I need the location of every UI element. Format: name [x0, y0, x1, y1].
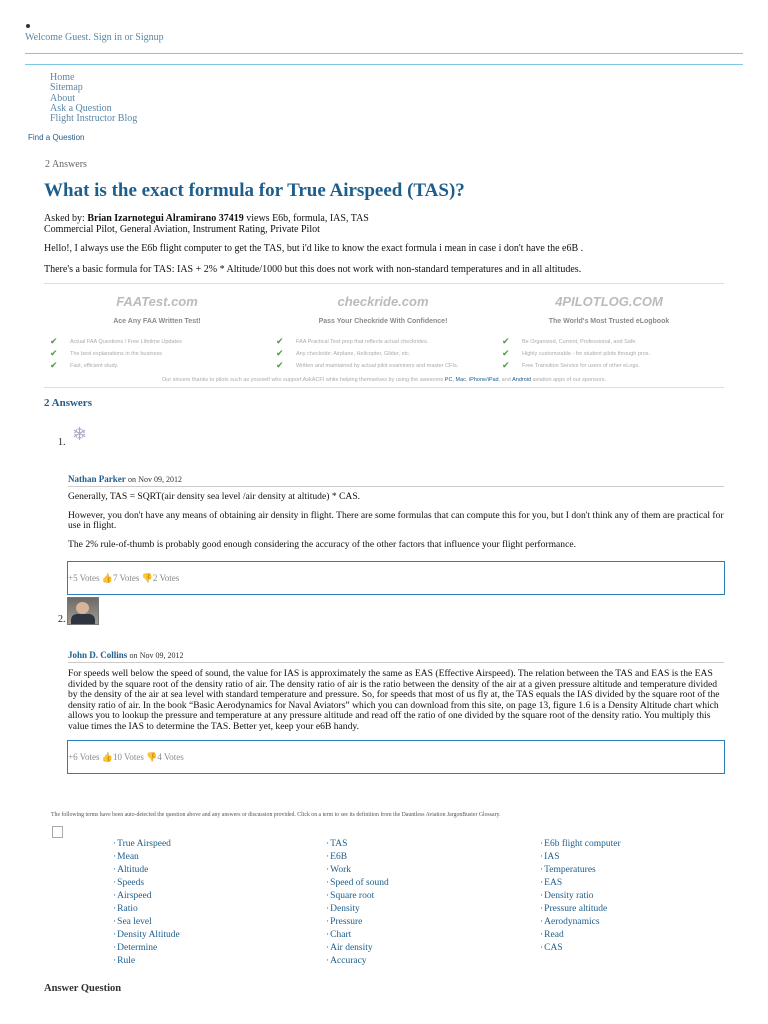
answer-author-name[interactable]: Nathan Parker [68, 474, 126, 484]
glossary-term[interactable]: · Temperatures [540, 864, 621, 877]
glossary-term[interactable]: · Altitude [113, 864, 180, 877]
nav-sitemap[interactable]: Sitemap [50, 82, 83, 94]
glossary-column-1 [113, 838, 180, 968]
answer-number: 1. [58, 437, 66, 448]
check-icon: ✔ [502, 360, 510, 370]
check-icon: ✔ [50, 348, 58, 358]
question-meta [44, 214, 369, 235]
glossary-term[interactable]: · Pressure [326, 916, 389, 929]
avatar-face [76, 602, 89, 614]
asked-by-label: Asked by: [44, 213, 85, 224]
sponsor-feature: The best explanations in the business [70, 351, 163, 357]
answer-paragraph: The 2% rule-of-thumb is probably good enough considering the accuracy of the other factors that influence your flight performance. [68, 538, 577, 550]
sponsor-note-text: Our sincere thanks to pilots such as yourself who support AskACFI while helping themselves by using the awesome [162, 377, 444, 383]
glossary-term[interactable]: · EAS [540, 877, 621, 890]
vote-down-count[interactable]: 4 Votes [157, 752, 184, 762]
glossary-term[interactable]: · Density ratio [540, 890, 621, 903]
glossary-term[interactable]: · Density [326, 903, 389, 916]
faatest-logo[interactable]: FAATest.com [116, 294, 198, 309]
answer-date-prefix: on [129, 651, 138, 660]
answers-heading: 2 Answers [44, 397, 92, 409]
answer-paragraph: Generally, TAS = SQRT(air density sea level /air density at altitude) * CAS. [68, 491, 361, 502]
answer-divider [68, 662, 724, 663]
thumb-down-icon[interactable]: 👎 [141, 573, 153, 583]
glossary-term[interactable]: · Air density [326, 942, 389, 955]
answer-body [68, 669, 724, 732]
asker-score: 37419 [218, 213, 244, 224]
sponsor-checkride[interactable] [270, 284, 496, 384]
checkride-tagline: Pass Your Checkride With Confidence! [318, 318, 448, 325]
glossary-term[interactable]: · True Airspeed [113, 838, 180, 851]
glossary-term[interactable]: · Ratio [113, 903, 180, 916]
nav-instructor-blog[interactable]: Flight Instructor Blog [50, 113, 138, 125]
sponsor-feature: Actual FAA Questions / Free Lifetime Updates [70, 339, 182, 345]
glossary-term[interactable]: · Accuracy [326, 955, 389, 968]
checkride-logo[interactable]: checkride.com [337, 294, 429, 309]
question-categories[interactable]: Commercial Pilot, General Aviation, Instrument Rating, Private Pilot [44, 223, 320, 235]
answer-date: Nov 09, 2012 [139, 651, 184, 660]
glossary-term[interactable]: · E6B [326, 851, 389, 864]
pilotlog-logo[interactable]: 4PILOTLOG.COM [555, 294, 663, 309]
vote-up-count[interactable]: 10 Votes [112, 752, 144, 762]
vote-box [67, 740, 725, 774]
check-icon: ✔ [276, 360, 284, 370]
glossary-term[interactable]: · E6b flight computer [540, 838, 621, 851]
find-question-link[interactable]: Find a Question [28, 133, 85, 142]
sponsor-feature: Free Transition Service for users of other eLogs. [522, 363, 640, 369]
snowflake-icon: ❄ [72, 424, 88, 444]
check-icon: ✔ [502, 348, 510, 358]
pilotlog-tagline: The World's Most Trusted eLogbook [548, 318, 670, 325]
nav-about[interactable]: About [50, 92, 75, 104]
check-icon: ✔ [50, 360, 58, 370]
vote-total: +6 Votes [68, 752, 100, 762]
pc-app-link[interactable]: PC [444, 377, 453, 383]
sponsor-feature: Written and maintained by actual pilot examiners and master CFIs. [296, 363, 459, 369]
answer-author [68, 474, 182, 484]
sponsor-note-and: and [501, 377, 511, 383]
answer-author-name[interactable]: John D. Collins [68, 650, 128, 660]
nav-ask-question[interactable]: Ask a Question [50, 102, 112, 114]
answer-divider [68, 486, 724, 487]
sponsor-feature: Any checkride: Airplane, Helicopter, Glider, etc. [296, 351, 411, 357]
check-icon: ✔ [502, 336, 510, 346]
glossary-column-2 [326, 838, 389, 968]
thumb-up-icon[interactable]: 👍 [101, 573, 113, 583]
glossary-term[interactable]: · CAS [540, 942, 621, 955]
mac-app-link[interactable]: Mac [455, 377, 466, 383]
sponsor-feature: Highly customizable - for student pilots through pros. [522, 351, 651, 357]
glossary-term[interactable]: · Mean [113, 851, 180, 864]
sponsor-feature: FAA Practical Test prep that reflects actual checkrides. [296, 339, 429, 345]
glossary-term[interactable]: · Rule [113, 955, 180, 968]
answer-body [68, 492, 724, 550]
check-icon: ✔ [276, 336, 284, 346]
glossary-term[interactable]: · Speed of sound [326, 877, 389, 890]
sponsor-faatest[interactable] [44, 284, 270, 384]
answer-date-prefix: on [128, 475, 136, 484]
iphone-app-link[interactable]: iPhone/iPad [468, 377, 499, 383]
question-tags[interactable]: E6b, formula, IAS, TAS [272, 213, 369, 224]
sponsor-pilotlog[interactable] [496, 284, 722, 384]
glossary-term[interactable]: · Pressure altitude [540, 903, 621, 916]
welcome-signin-link[interactable]: Welcome Guest. Sign in or Signup [25, 32, 164, 43]
glossary-intro: The following terms have been auto-detected the question above and any answers or discussion provided. Click on a term to see its definition from the Dauntless Aviation JargonBuster Glossary. [51, 812, 501, 818]
glossary-term[interactable]: · Read [540, 929, 621, 942]
nav-home[interactable]: Home [50, 72, 75, 83]
vote-up-count[interactable]: 7 Votes [112, 573, 140, 583]
answer-count: 2 Answers [45, 159, 87, 170]
sponsor-note: Our sincere thanks to pilots such as yourself who support AskACFI while helping themselves by using the awesome PC, Mac, iPhone/iPad, and Android aviation apps of our sponsors. [162, 377, 606, 383]
answer-paragraph: However, you don't have any means of obtaining air density in flight. There are some formulas that can compute this for you, but I don't think any of them are practical for use in flight. [68, 509, 724, 531]
glossary-term[interactable]: · Aerodynamics [540, 916, 621, 929]
vote-total: +5 Votes [68, 573, 100, 583]
vote-down-count[interactable]: 2 Votes [152, 573, 180, 583]
avatar [67, 597, 99, 625]
faatest-tagline: Ace Any FAA Written Test! [113, 318, 201, 325]
glossary-column-3 [540, 838, 621, 955]
page-title: What is the exact formula for True Airspeed (TAS)? [44, 180, 465, 201]
broken-image-icon [52, 826, 63, 838]
glossary-term[interactable]: · Work [326, 864, 389, 877]
asker-name[interactable]: Brian Izarnotegui Alramirano [87, 213, 217, 224]
glossary-term[interactable]: · Determine [113, 942, 180, 955]
vote-box [67, 561, 725, 595]
glossary-term[interactable]: · Square root [326, 890, 389, 903]
sponsor-feature: Be Organized, Current, Professional, and Safe. [522, 339, 637, 345]
glossary-term[interactable]: · Airspeed [113, 890, 180, 903]
check-icon: ✔ [50, 336, 58, 346]
sponsor-banner [44, 283, 724, 388]
glossary-term[interactable]: · TAS [326, 838, 389, 851]
answer-number: 2. [58, 614, 66, 625]
glossary-term[interactable]: · IAS [540, 851, 621, 864]
views-label: views [246, 213, 270, 224]
sponsor-feature: Fast, efficient study. [70, 363, 119, 369]
header-divider [25, 53, 743, 54]
bullet-dot [26, 24, 30, 28]
glossary-term[interactable]: · Sea level [113, 916, 180, 929]
thumb-down-icon[interactable]: 👎 [146, 752, 158, 762]
question-body-2: There's a basic formula for TAS: IAS + 2% * Altitude/1000 but this does not work with non-standard temperatures and in all altitudes. [44, 264, 582, 275]
sponsor-note-end: aviation apps of our sponsors. [532, 377, 606, 383]
glossary-term[interactable]: · Speeds [113, 877, 180, 890]
answer-question-heading: Answer Question [44, 983, 122, 994]
android-app-link[interactable]: Android [512, 377, 532, 383]
answer-author [68, 650, 184, 660]
check-icon: ✔ [276, 348, 284, 358]
avatar-body [71, 614, 95, 624]
glossary-term[interactable]: · Density Altitude [113, 929, 180, 942]
answer-date: Nov 09, 2012 [138, 475, 183, 484]
answer-paragraph: For speeds well below the speed of sound, the value for IAS is approximately the same as EAS (Effective Airspeed). The relation between the TAS and EAS is the EAS divided by the square root of the density ratio of air. The density ratio of air is the ratio between the density of the air at a given pressure altitude and temperature divided by the density of the air at sea level with standard temperature and pressure. So, for speeds that most of us fly at, the TAS equals the IAS divided by the square root of the density ratio of air. In the book “Basic Aerodynamics for Naval Aviators” which you can download from this site, on page 13, figure 1.6 is a Density Altitude chart which allows you to lookup the pressure and temperature at any pressure altitude and read off the ratio of one divided by the square root of the density ratio. You multiply this value times the IAS to determine the TAS. Better yet, keep your e6B handy. [68, 668, 720, 732]
glossary-term[interactable]: · Chart [326, 929, 389, 942]
main-nav [50, 73, 137, 124]
thumb-up-icon[interactable]: 👍 [101, 752, 113, 762]
question-body-1: Hello!, I always use the E6b flight computer to get the TAS, but i'd like to know the exact formula i mean in case i don't have the e6B . [44, 243, 584, 254]
nav-divider [25, 64, 743, 65]
